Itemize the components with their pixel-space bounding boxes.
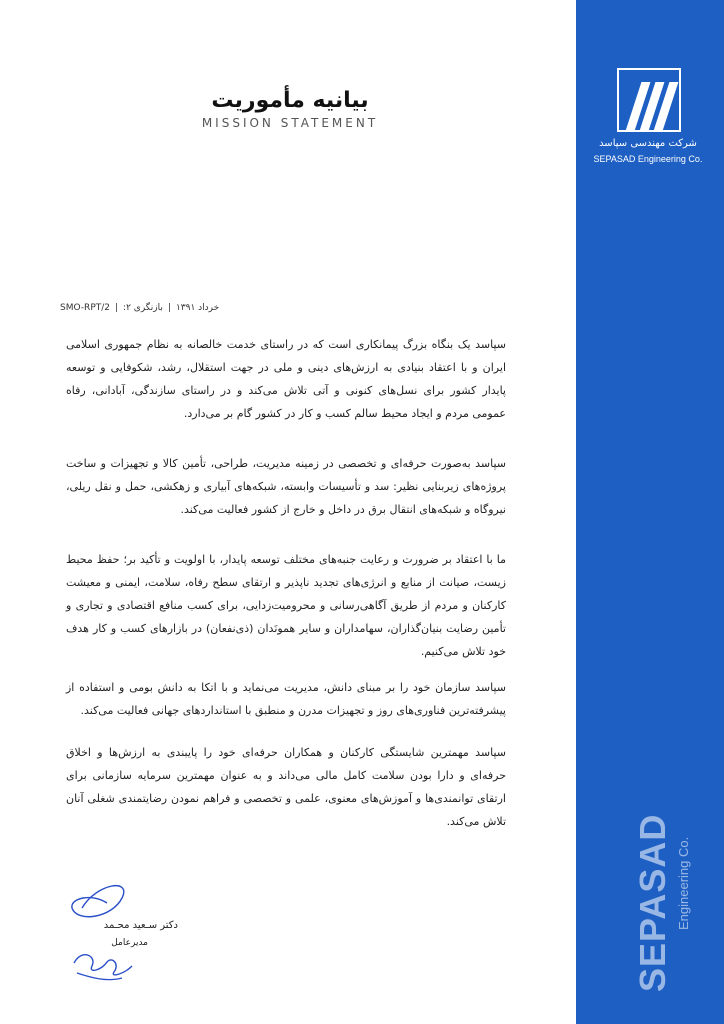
- handwritten-signature: [62, 878, 152, 988]
- company-name-fa: شرکت مهندسی سپاسد: [599, 138, 697, 149]
- document-revision: بازنگری ۲:: [123, 303, 163, 313]
- sepasad-logo-icon: [617, 68, 681, 132]
- paragraph: سپاسد به‌صورت حرفه‌ای و تخصصی در زمینه مدیریت، طراحی، تأمین کالا و تجهیزات و ساخت پروژه‌های زیربنایی نظیر: سد و تأسیسات وابسته، شبکه‌های آبیاری و زهکشی، حمل و نقل ریلی، نیروگاه و شبکه‌های انتقال برق در داخل و خارج از کشور فعالیت می‌کند.: [66, 457, 506, 516]
- vertical-brand-subtitle: Engineering Co.: [676, 836, 691, 930]
- separator: |: [167, 303, 171, 313]
- signatory-name: دکتر سـعید محـمد: [103, 920, 178, 931]
- company-name-en: SEPASAD Engineering Co.: [593, 154, 703, 164]
- paragraph: ما با اعتقاد بر ضرورت و رعایت جنبه‌های مختلف توسعه پایدار، با اولویت و تأکید بر؛ حفظ محیط زیست، صیانت از منابع و انرژی‌های تجدید ناپذیر و ارتقای سطح رفاه، سلامت، ایمنی و معیشت کارکنان و مردم از طریق آگاهی‌رسانی و محرومیت‌زدایی، برای کسب منافع اقتصادی و تجاری و تأمین رضایت بنیان‌گذاران، سهامداران و سایر همونَدان (ذی‌نفعان) در بازارهای کسب و کار هدف خود تلاش می‌کنیم.: [66, 553, 506, 658]
- page-title-en: MISSION STATEMENT: [201, 116, 379, 130]
- document-code: SMO-RPT/2: [60, 303, 110, 313]
- paragraph: سپاسد سازمان خود را بر مبنای دانش، مدیریت می‌نماید و با اتکا به دانش بومی و استفاده از پیشرفته‌ترین فناوری‌های روز و تجهیزات مدرن و منطبق با استانداردهای جهانی فعالیت می‌کند.: [66, 681, 506, 717]
- page-title-fa: بیانیه مأموریت: [211, 88, 369, 113]
- separator: |: [115, 303, 119, 313]
- signatory-role: مدیرعامل: [111, 938, 148, 948]
- document-reference: [60, 303, 260, 313]
- document-date: خرداد ۱۳۹۱: [175, 303, 220, 313]
- vertical-brand-watermark: SEPASAD: [632, 813, 673, 992]
- paragraph: سپاسد مهمترین شایستگی کارکنان و همکاران حرفه‌ای خود را پایبندی به ارزش‌ها و اخلاق حرفه‌ای و دارا بودن سلامت کامل مالی می‌داند و به عنوان مهمترین سرمایه سازمانی برای ارتقای توانمندی‌ها و آموزش‌های معنوی، علمی و تخصصی و فراهم نمودن رضایتمندی شغلی آنان تلاش می‌کند.: [66, 746, 506, 828]
- paragraph: سپاسد یک بنگاه بزرگ پیمانکاری است که در راستای خدمت خالصانه به نظام جمهوری اسلامی ایران و با اعتقاد بنیادی به ارزش‌های دینی و ملی در جهت استقلال، رشد، شکوفایی و توسعه پایدار کشور برای نسل‌های کنونی و آتی تلاش می‌کند و در راستای سازندگی، آبادانی، رفاه عمومی مردم و ایجاد محیط سالم کسب و کار در کشور گام بر می‌دارد.: [66, 338, 506, 420]
